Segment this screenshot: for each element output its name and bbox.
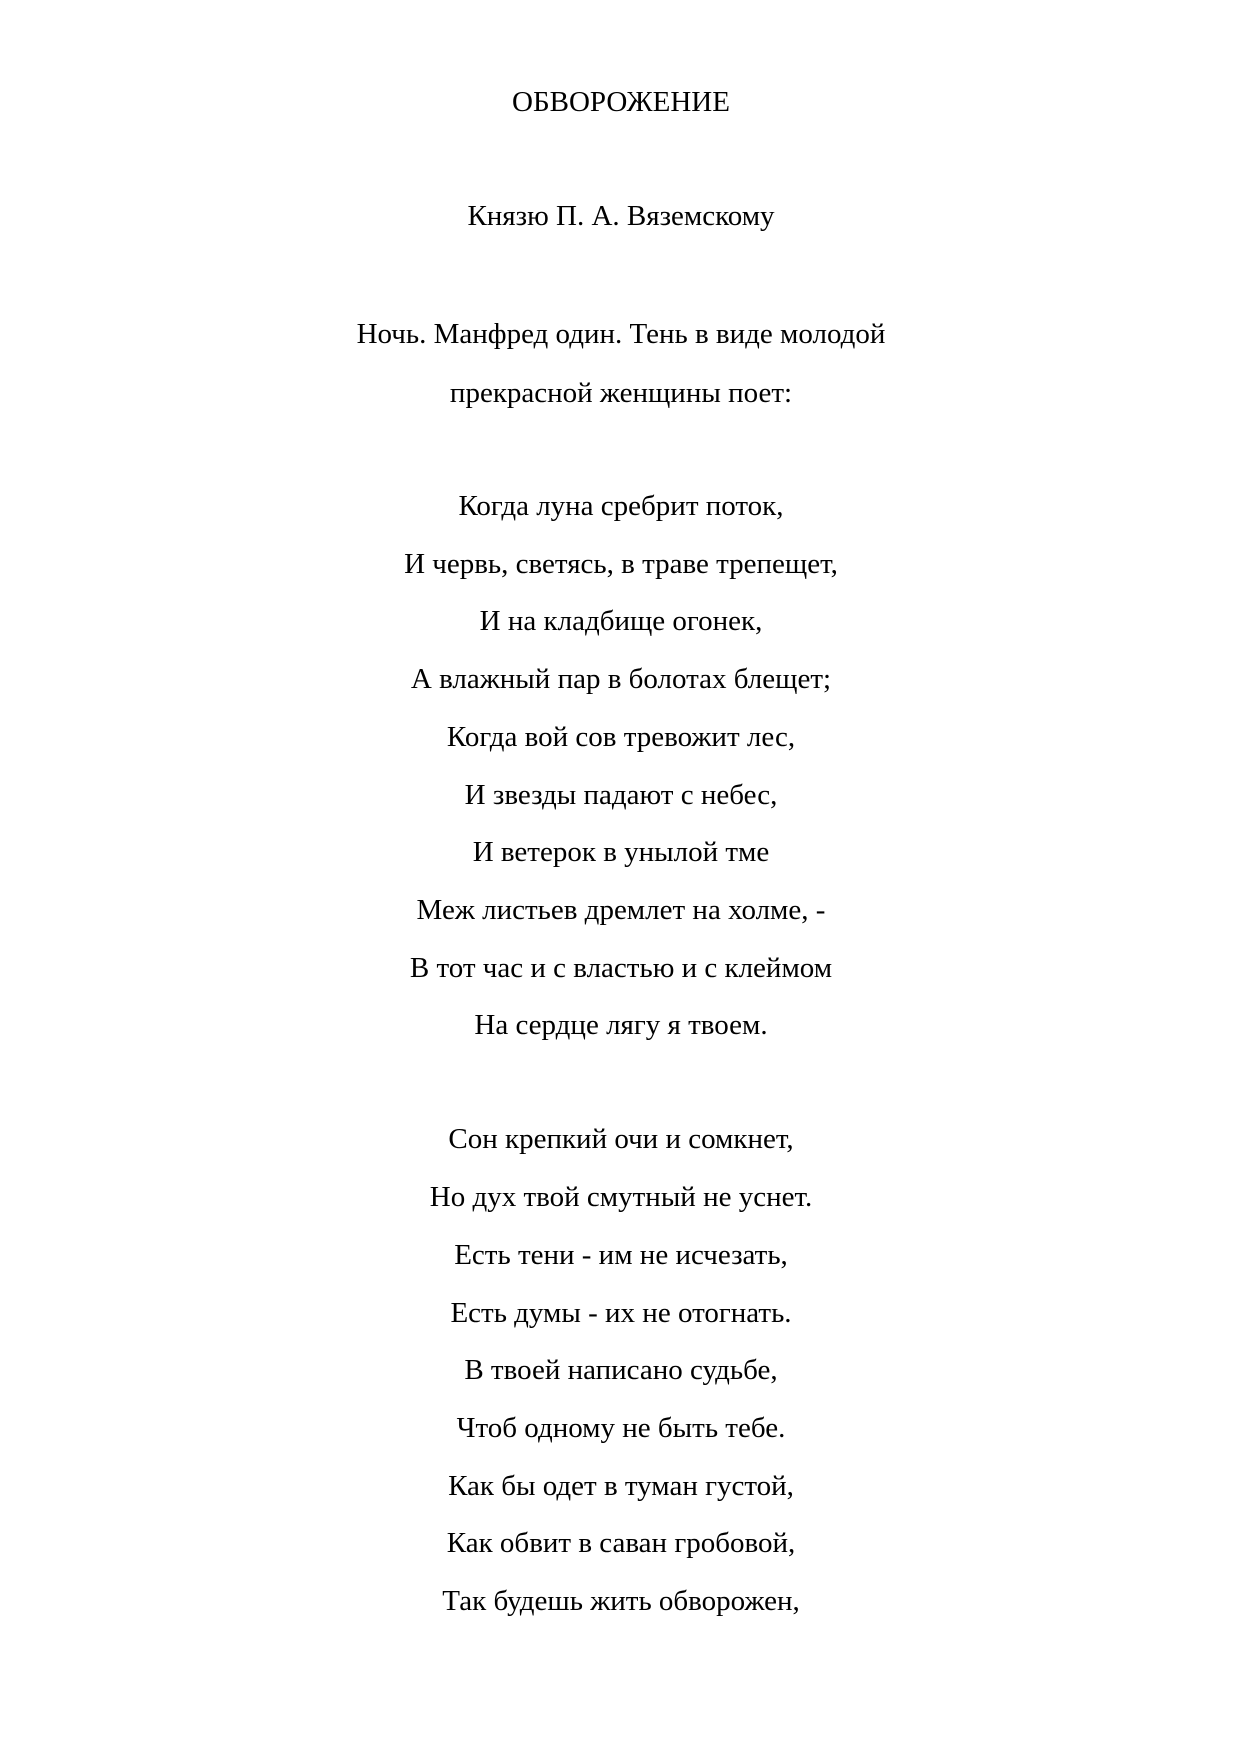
stanza-2-line: Как бы одет в туман густой, [448,1470,794,1502]
stanza-1-line: В тот час и с властью и с клеймом [409,952,833,984]
stanza-2-line: Есть думы - их не отогнать. [450,1297,792,1329]
stanza-1-line: Когда вой сов тревожит лес, [446,721,796,753]
stanza-1-line: На сердце лягу я твоем. [474,1009,768,1041]
stanza-1-line: И ветерок в унылой тме [472,836,770,868]
stage-direction-line: Ночь. Манфред один. Тень в виде молодой [356,318,886,350]
stanza-2-line: Так будешь жить обворожен, [442,1585,800,1617]
stanza-1-line: Меж листьев дремлет на холме, - [416,894,826,926]
stanza-2-line: Как обвит в саван гробовой, [446,1527,796,1559]
stanza-2-line: Но дух твой смутный не уснет. [429,1181,813,1213]
stanza-1-line: И звезды падают с небес, [464,779,778,811]
stanza-2-line: В твоей написано судьбе, [464,1354,778,1386]
dedication: Князю П. А. Вяземскому [467,200,775,232]
stanza-2-line: Сон крепкий очи и сомкнет, [448,1123,794,1155]
stanza-2-line: Есть тени - им не исчезать, [454,1239,788,1271]
stanza-1-line: И на кладбище огонек, [479,605,763,637]
poem-title: ОБВОРОЖЕНИЕ [512,86,730,118]
stanza-1-line: А влажный пар в болотах блещет; [410,663,832,695]
stanza-1-line: И червь, светясь, в траве трепещет, [404,548,838,580]
stanza-2-line: Чтоб одному не быть тебе. [456,1412,786,1444]
stage-direction-line: прекрасной женщины поет: [449,377,793,409]
stanza-1-line: Когда луна сребрит поток, [458,490,784,522]
